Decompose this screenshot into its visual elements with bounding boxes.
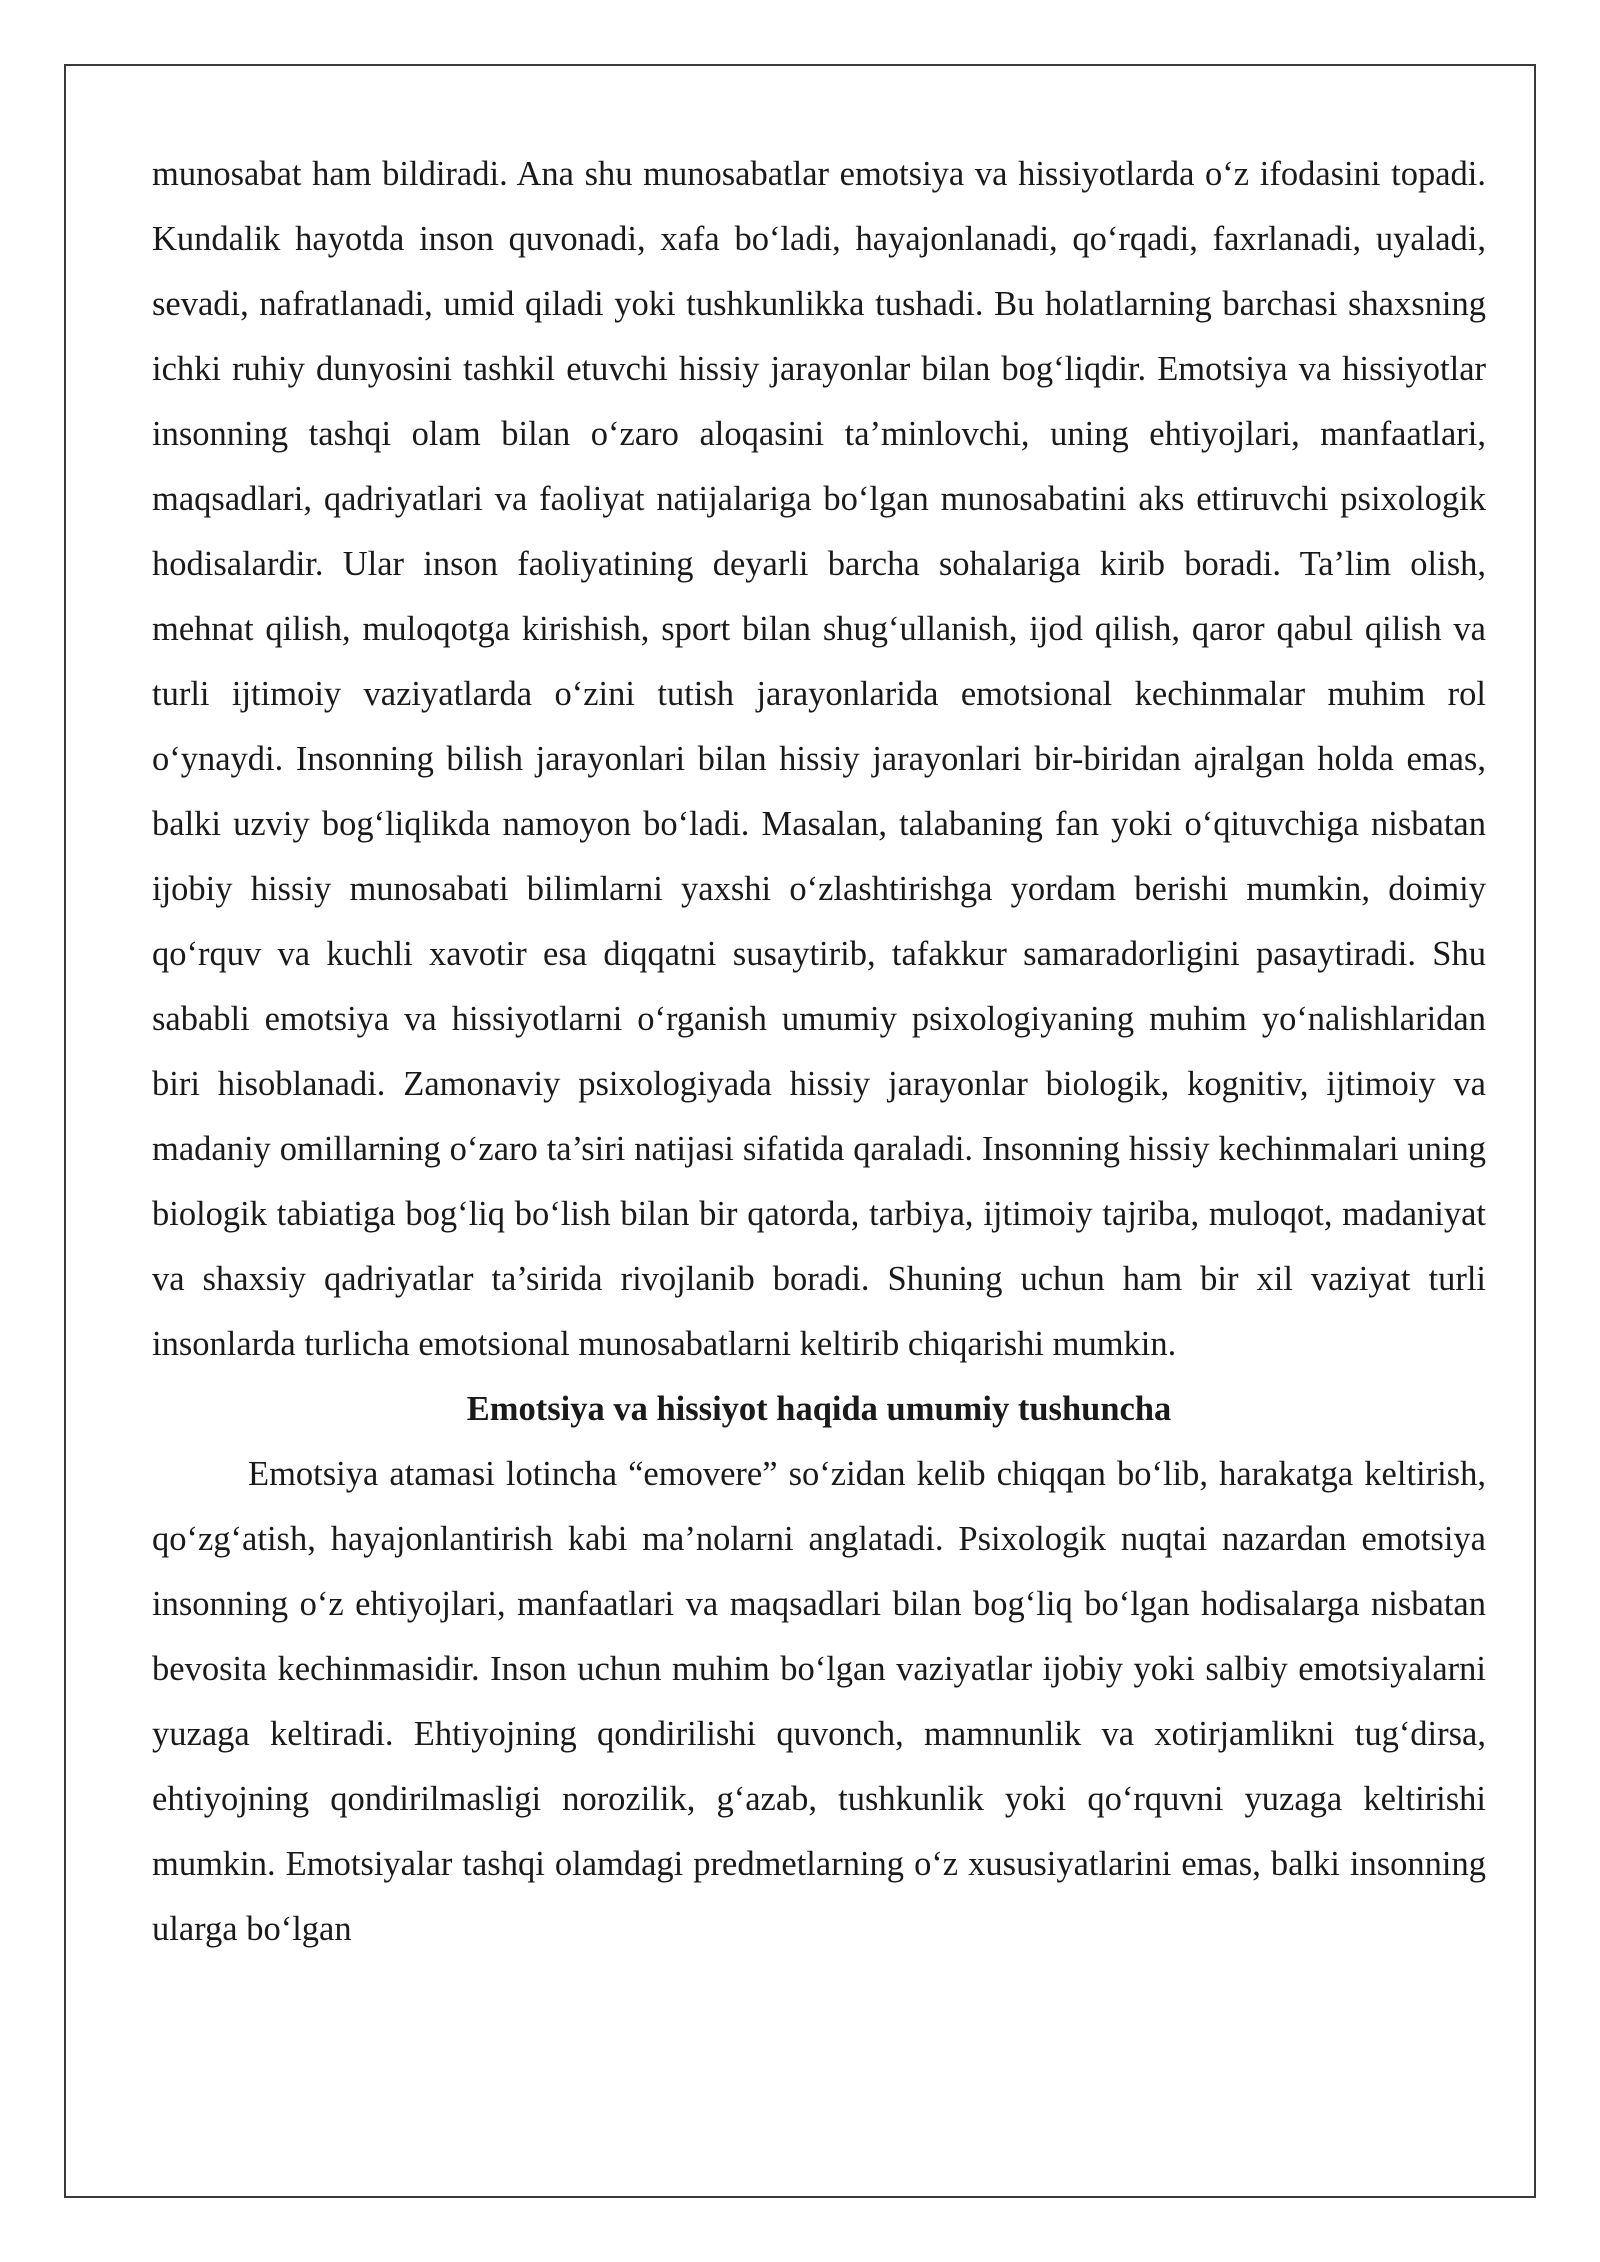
section-heading: Emotsiya va hissiyot haqida umumiy tushuncha (466, 1390, 1172, 1428)
document-body (152, 142, 1486, 1962)
body-paragraph-1: munosabat ham bildiradi. Ana shu munosabatlar emotsiya va hissiyotlarda o‘z ifodasini topadi. Kundalik hayotda inson quvonadi, xafa bo‘ladi, hayajonlanadi, qo‘rqadi, faxrlanadi, uyaladi, sevadi, nafratlanadi, umid qiladi yoki tushkunlikka tushadi. Bu holatlarning barchasi shaxsning ichki ruhiy dunyosini tashkil etuvchi hissiy jarayonlar bilan bog‘liqdir. Emotsiya va hissiyotlar insonning tashqi olam bilan o‘zaro aloqasini ta’minlovchi, uning ehtiyojlari, manfaatlari, maqsadlari, qadriyatlari va faoliyat natijalariga bo‘lgan munosabatini aks ettiruvchi psixologik hodisalardir. Ular inson faoliyatining deyarli barcha sohalariga kirib boradi. Ta’lim olish, mehnat qilish, muloqotga kirishish, sport bilan shug‘ullanish, ijod qilish, qaror qabul qilish va turli ijtimoiy vaziyatlarda o‘zini tutish jarayonlarida emotsional kechinmalar muhim rol o‘ynaydi. Insonning bilish jarayonlari bilan hissiy jarayonlari bir-biridan ajralgan holda emas, balki uzviy bog‘liqlikda namoyon bo‘ladi. Masalan, talabaning fan yoki o‘qituvchiga nisbatan ijobiy hissiy munosabati bilimlarni yaxshi o‘zlashtirishga yordam berishi mumkin, doimiy qo‘rquv va kuchli xavotir esa diqqatni susaytirib, tafakkur samaradorligini pasaytiradi. Shu sababli emotsiya va hissiyotlarni o‘rganish umumiy psixologiyaning muhim yo‘nalishlaridan biri hisoblanadi. Zamonaviy psixologiyada hissiy jarayonlar biologik, kognitiv, ijtimoiy va madaniy omillarning o‘zaro ta’siri natijasi sifatida qaraladi. Insonning hissiy kechinmalari uning biologik tabiatiga bog‘liq bo‘lish bilan bir qatorda, tarbiya, ijtimoiy tajriba, muloqot, madaniyat va shaxsiy qadriyatlar ta’sirida rivojlanib boradi. Shuning uchun ham bir xil vaziyat turli insonlarda turlicha emotsional munosabatlarni keltirib chiqarishi mumkin. (152, 155, 1486, 1363)
body-paragraph-2: Emotsiya atamasi lotincha “emovere” so‘zidan kelib chiqqan bo‘lib, harakatga keltirish, qo‘zg‘atish, hayajonlantirish kabi ma’nolarni anglatadi. Psixologik nuqtai nazardan emotsiya insonning o‘z ehtiyojlari, manfaatlari va maqsadlari bilan bog‘liq bo‘lgan hodisalarga nisbatan bevosita kechinmasidir. Inson uchun muhim bo‘lgan vaziyatlar ijobiy yoki salbiy emotsiyalarni yuzaga keltiradi. Ehtiyojning qondirilishi quvonch, mamnunlik va xotirjamlikni tug‘dirsa, ehtiyojning qondirilmasligi norozilik, g‘azab, tushkunlik yoki qo‘rquvni yuzaga keltirishi mumkin. Emotsiyalar tashqi olamdagi predmetlarning o‘z xususiyatlarini emas, balki insonning ularga bo‘lgan (152, 1455, 1486, 1948)
